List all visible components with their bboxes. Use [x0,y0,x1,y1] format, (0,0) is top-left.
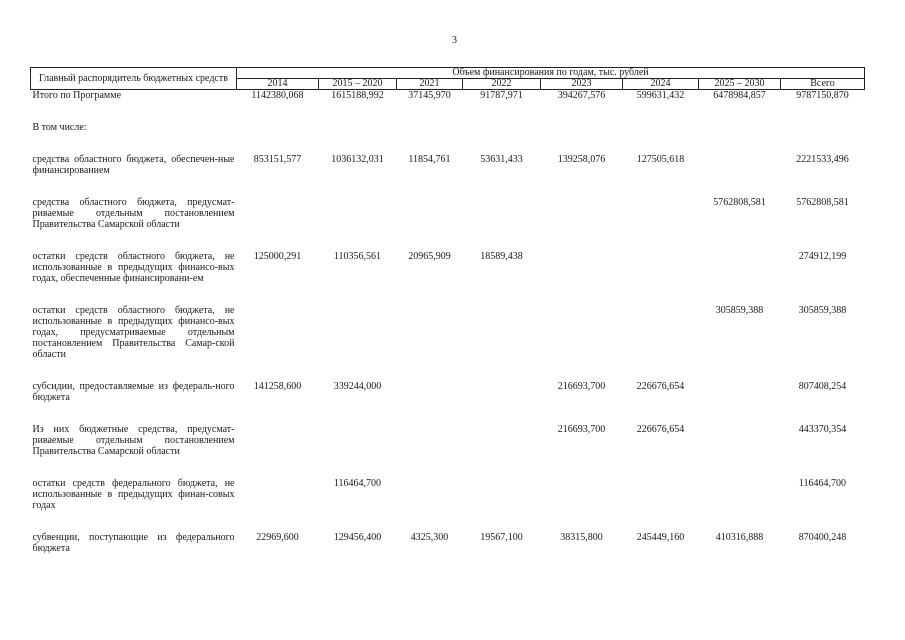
cell-value [541,478,623,511]
cell-value [699,478,781,511]
cell-value [699,122,781,133]
year-header: 2023 [541,79,623,90]
cell-value [397,122,463,133]
table-row [31,251,865,284]
cell-value [541,251,623,284]
cell-value: 443370,354 [798,424,847,435]
cell-value: 4325,300 [410,532,449,543]
cell-value: 1036132,031 [331,154,384,165]
table-row [31,424,865,457]
cell-value: 139258,076 [557,154,606,165]
cell-value [699,251,781,284]
cell-value: 853151,577 [253,154,302,165]
cell-value: 38315,800 [560,532,603,543]
cell-value [319,305,397,360]
cell-value [397,197,463,230]
cell-value: 1615188,992 [331,90,384,101]
table-row-total [31,90,865,102]
cell-value [699,424,781,457]
cell-value [319,122,397,133]
cell-value: 53631,433 [480,154,523,165]
cell-value [237,305,319,360]
cell-value: 110356,561 [333,251,382,262]
year-header: 2022 [463,79,541,90]
row-label: В том числе: [32,122,87,133]
main-column-header: Главный распорядитель бюджетных средств [31,68,237,90]
cell-value: 274912,199 [798,251,847,262]
cell-value [397,381,463,403]
cell-value: 2221533,496 [796,154,849,165]
cell-value [319,197,397,230]
cell-value: 216693,700 [557,381,606,392]
cell-value [463,197,541,230]
row-label: средства областного бюджета, обеспечен-ные финансированием [32,154,235,176]
cell-value [397,478,463,511]
page-number: 3 [452,35,457,46]
cell-value: 127505,618 [636,154,685,165]
cell-value [623,478,699,511]
cell-value: 11854,761 [408,154,451,165]
cell-value [541,305,623,360]
cell-value: 6478984,857 [713,90,766,101]
cell-value [623,122,699,133]
cell-value: 141258,600 [253,381,302,392]
cell-value: 410316,888 [715,532,764,543]
cell-value: 91787,971 [480,90,523,101]
cell-value [463,122,541,133]
cell-value [237,424,319,457]
cell-value: 5762808,581 [796,197,849,208]
financing-group-header: Объем финансирования по годам, тыс. рублей [237,68,865,79]
cell-value: 5762808,581 [713,197,766,208]
table-row [31,478,865,511]
table-row [31,197,865,230]
table-row [31,122,865,133]
cell-value [699,381,781,403]
row-label: остатки средств областного бюджета, не использованные в предыдущих финансо-вых годах, обеспеченные финансировани-ем [32,251,235,284]
cell-value: 216693,700 [557,424,606,435]
cell-value: 226676,654 [636,381,685,392]
cell-value [781,122,865,133]
cell-value [623,305,699,360]
cell-value: 116464,700 [333,478,382,489]
cell-value: 129456,400 [333,532,382,543]
cell-value [319,424,397,457]
cell-value: 226676,654 [636,424,685,435]
cell-value: 807408,254 [798,381,847,392]
year-header: 2024 [623,79,699,90]
cell-value: 116464,700 [798,478,847,489]
cell-value: 1142380,068 [251,90,304,101]
header-row-top [31,68,865,79]
row-label: остатки средств федерального бюджета, не использованные в предыдущих финан-совых годах [32,478,235,511]
cell-value [397,424,463,457]
cell-value [397,305,463,360]
cell-value: 599631,432 [636,90,685,101]
cell-value [699,154,781,176]
cell-value: 37145,970 [408,90,451,101]
row-label: средства областного бюджета, предусмат-риваемые отдельным постановлением Правительства Самарской области [32,197,235,230]
cell-value [237,197,319,230]
cell-value: 125000,291 [253,251,302,262]
cell-value: 870400,248 [798,532,847,543]
cell-value [463,424,541,457]
year-header: 2025 – 2030 [699,79,781,90]
cell-value: 22969,600 [256,532,299,543]
cell-value [237,478,319,511]
row-label: Из них бюджетные средства, предусмат-риваемые отдельным постановлением Правительства Самарской области [32,424,235,457]
row-label: субвенции, поступающие из федерального бюджета [32,532,235,554]
cell-value [623,197,699,230]
year-header: 2015 – 2020 [319,79,397,90]
table-row [31,532,865,554]
row-label: Итого по Программе [32,90,122,101]
cell-value [463,478,541,511]
cell-value: 245449,160 [636,532,685,543]
table-row [31,305,865,360]
cell-value: 305859,388 [798,305,847,316]
cell-value: 19567,100 [480,532,523,543]
cell-value [463,305,541,360]
row-label: субсидии, предоставляемые из федераль-ного бюджета [32,381,235,403]
cell-value: 18589,438 [480,251,523,262]
cell-value: 9787150,870 [796,90,849,101]
cell-value [541,122,623,133]
table-row [31,381,865,403]
year-header: 2021 [397,79,463,90]
cell-value [237,122,319,133]
cell-value: 394267,576 [557,90,606,101]
budget-table [30,67,865,554]
cell-value: 305859,388 [715,305,764,316]
cell-value: 339244,000 [333,381,382,392]
cell-value: 20965,909 [408,251,451,262]
table-row [31,154,865,176]
year-header: 2014 [237,79,319,90]
cell-value [541,197,623,230]
cell-value [623,251,699,284]
total-header: Всего [781,79,865,90]
cell-value [463,381,541,403]
row-label: остатки средств областного бюджета, не использованные в предыдущих финансо-вых годах, предусматриваемые отдельным постановлением Правительства Самар-ской области [32,305,235,360]
